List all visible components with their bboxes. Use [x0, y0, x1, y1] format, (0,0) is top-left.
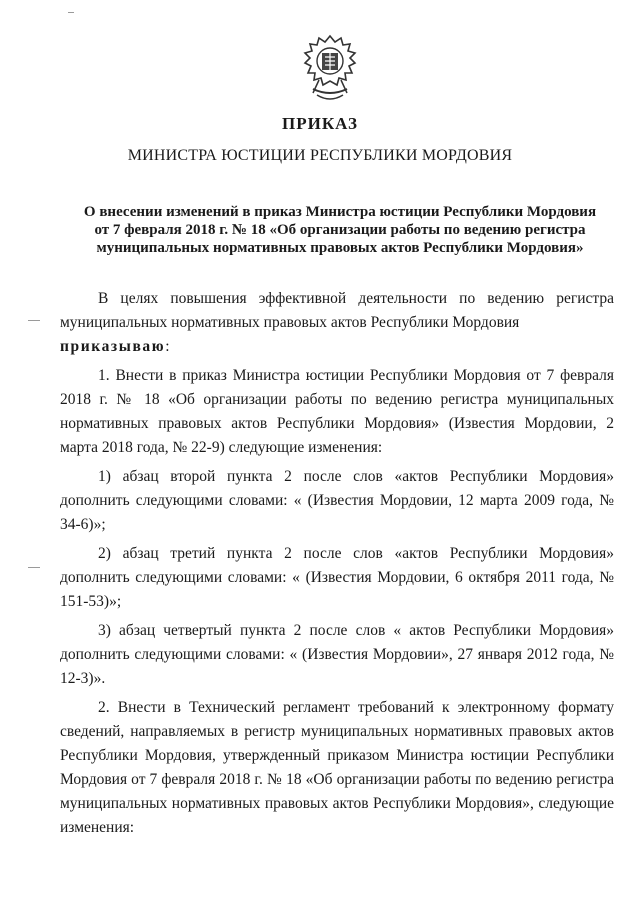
order-colon: :: [165, 338, 170, 355]
coat-of-arms-emblem: [299, 33, 361, 108]
document-subtitle: МИНИСТРА ЮСТИЦИИ РЕСПУБЛИКИ МОРДОВИЯ: [127, 147, 513, 164]
subject-line: от 7 февраля 2018 г. № 18 «Об организации работы по ведению регистра: [94, 222, 586, 238]
subitem-2-paragraph: 2) абзац третий пункта 2 после слов «актов Республики Мордовия» дополнить следующими словами: « (Известия Мордовии, 6 октября 2011 года, № 151-53)»;: [60, 545, 614, 610]
subject-line: муниципальных нормативных правовых актов Республики Мордовия»: [96, 240, 584, 256]
document-body: [60, 287, 614, 845]
intro-text: В целях повышения эффективной деятельности по ведению регистра муниципальных нормативных правовых актов Республики Мордовия: [60, 290, 614, 331]
item-2-paragraph: 2. Внести в Технический регламент требований к электронному формату сведений, направляемых в регистр муниципальных нормативных правовых актов Республики Мордовия, утвержденный приказом Министра юстиции Республики Мордовия от 7 февраля 2018 г. № 18 «Об организации работы по ведению регистра муниципальных нормативных правовых актов Республики Мордовия», следующие изменения:: [60, 699, 614, 836]
document-title: ПРИКАЗ: [282, 114, 358, 133]
subject-line: О внесении изменений в приказ Министра юстиции Республики Мордовия: [83, 204, 597, 220]
item-1-paragraph: 1. Внести в приказ Министра юстиции Республики Мордовия от 7 февраля 2018 г. № 18 «Об организации работы по ведению регистра муниципальных нормативных правовых актов Республики Мордовия» (Известия Мордовии, 2 марта 2018 года, № 22-9) следующие изменения:: [60, 367, 614, 456]
subitem-1-paragraph: 1) абзац второй пункта 2 после слов «актов Республики Мордовия» дополнить следующими словами: « (Известия Мордовии, 12 марта 2009 года, № 34-6)»;: [60, 468, 614, 533]
order-word: приказываю: [60, 338, 166, 355]
scan-mark: [28, 320, 40, 321]
scan-mark: [28, 567, 40, 568]
subitem-3-paragraph: 3) абзац четвертый пункта 2 после слов « актов Республики Мордовия» дополнить следующими словами: « (Известия Мордовии», 27 января 2012 года, № 12-3)».: [60, 622, 614, 687]
intro-paragraph: [60, 287, 614, 359]
scan-mark: [68, 12, 74, 13]
document-subject: [60, 203, 620, 257]
